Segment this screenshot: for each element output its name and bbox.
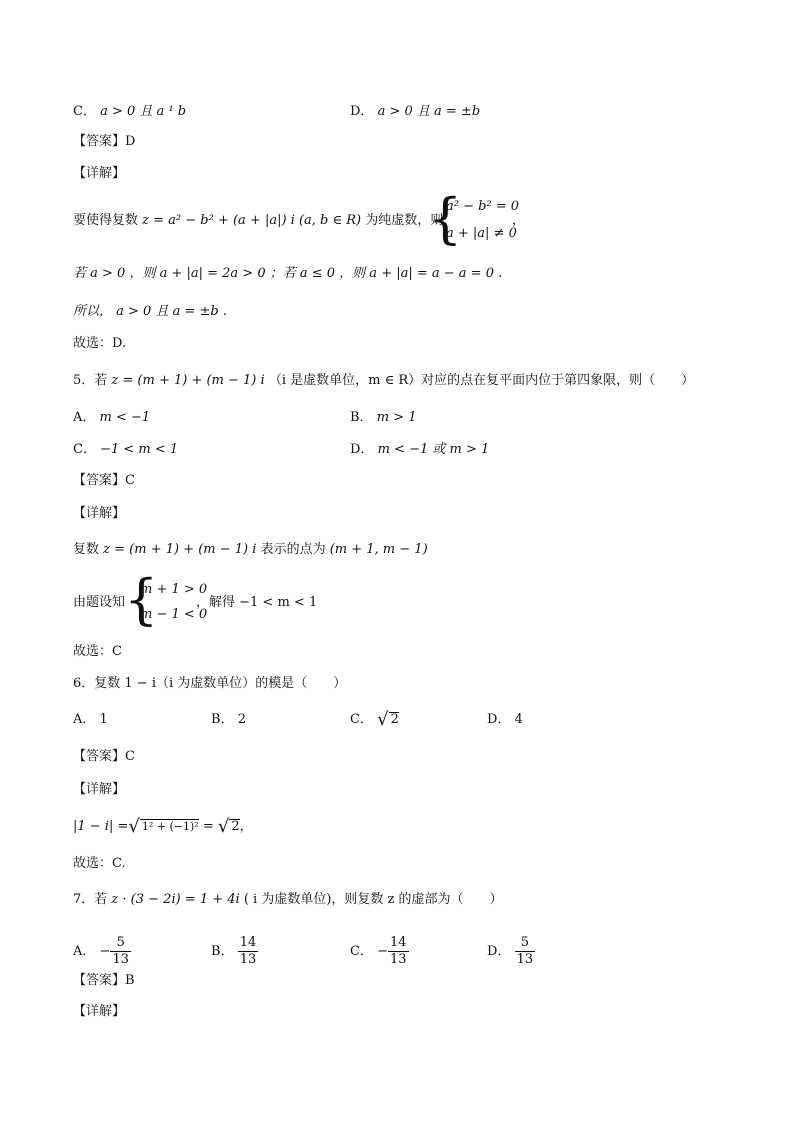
formula: z = (m + 1) + (m − 1) i <box>103 542 257 557</box>
sqrt-sign: √ <box>217 816 230 837</box>
formula: z = (m + 1) + (m − 1) i <box>111 373 265 388</box>
fraction: $\frac{5}{13}$ <box>516 935 534 967</box>
option-d-q7: D． $\frac{5}{13}$ <box>487 935 534 967</box>
option-d-q4 <box>350 104 480 120</box>
option-b-q5: B． m > 1 <box>350 410 417 425</box>
option-c-q7: C． − $\frac{14}{13}$ <box>350 935 407 967</box>
system-row-1: m + 1 > 0 <box>140 582 208 597</box>
option-text: a > 0 且 a ¹ b <box>100 104 187 119</box>
option-c-q6: C． √ 2 <box>350 709 399 730</box>
detail-heading-q5: 【详解】 <box>73 506 126 521</box>
sqrt-sign: √ <box>377 709 389 730</box>
option-a-q7: A． − $\frac{5}{13}$ <box>73 935 129 967</box>
detail-heading-q4: 【详解】 <box>73 166 126 181</box>
option-d-q6: D． 4 <box>487 712 523 727</box>
option-a-q6: A． 1 <box>73 712 108 727</box>
q4-detail-line1: 要使得复数 z = a² − b² + (a + |a|) i (a, b ∈ R) 为纯虚数，则 <box>73 213 444 228</box>
conclusion-q4: 故选：D. <box>73 336 127 351</box>
q6-detail-line1: |1 − i| =√ 1² + (−1)² = √ 2， <box>73 816 253 837</box>
question-6-stem: 6．复数 1 − i（i 为虚数单位）的模是（ ） <box>73 676 347 691</box>
option-c-q4 <box>73 104 186 120</box>
option-label: D． <box>350 104 374 119</box>
q5-detail-line1: 复数 z = (m + 1) + (m − 1) i 表示的点为 (m + 1, m − 1) <box>73 542 428 557</box>
question-7-stem: 7．若 z · (3 − 2i) = 1 + 4i ( i 为虚数单位)，则复数 z 的虚部为（ ） <box>73 892 503 907</box>
option-text: a > 0 且 a = ±b <box>377 104 481 119</box>
option-b-q7: B． $\frac{14}{13}$ <box>211 935 257 967</box>
option-a-q5: A． m < −1 <box>73 410 151 425</box>
q4-detail-line3: 所以， a > 0 且 a = ±b . <box>73 304 227 319</box>
detail-heading-q7: 【详解】 <box>73 1004 126 1019</box>
left-brace: { <box>124 568 159 631</box>
question-5-stem: 5．若 z = (m + 1) + (m − 1) i （i 是虚数单位，m ∈ R）对应的点在复平面内位于第四象限，则（ ） <box>73 373 695 388</box>
fraction: $\frac{14}{13}$ <box>239 935 257 967</box>
fraction: $\frac{5}{13}$ <box>112 935 129 967</box>
answer-q5: 【答案】C <box>73 473 135 488</box>
point: (m + 1, m − 1) <box>329 542 428 557</box>
conclusion-q6: 故选：C. <box>73 856 126 871</box>
system-row-1: a² − b² = 0 <box>446 199 520 214</box>
option-b-q6: B． 2 <box>211 712 246 727</box>
option-label: C． <box>73 104 96 119</box>
system-row-2: a + |a| ≠ 0 <box>446 226 517 241</box>
option-d-q5: D． m < −1 或 m > 1 <box>350 442 490 457</box>
fraction: $\frac{14}{13}$ <box>390 935 407 967</box>
formula: z · (3 − 2i) = 1 + 4i <box>111 892 240 907</box>
sqrt-sign: √ <box>128 816 140 837</box>
conclusion-q5: 故选：C <box>73 644 122 659</box>
answer-q4: 【答案】D <box>73 134 136 149</box>
q4-detail-line2: 若 a > 0 ，则 a + |a| = 2a > 0 ；若 a ≤ 0 ，则 a + |a| = a − a = 0 . <box>73 266 503 281</box>
answer-q6: 【答案】C <box>73 749 135 764</box>
system-row-2: m − 1 < 0 <box>140 607 208 622</box>
option-c-q5: C． −1 < m < 1 <box>73 442 179 457</box>
left-brace: { <box>428 187 463 250</box>
formula: z = a² − b² + (a + |a|) i (a, b ∈ R) <box>142 213 362 228</box>
answer-q7: 【答案】B <box>73 973 135 988</box>
detail-heading-q6: 【详解】 <box>73 782 126 797</box>
